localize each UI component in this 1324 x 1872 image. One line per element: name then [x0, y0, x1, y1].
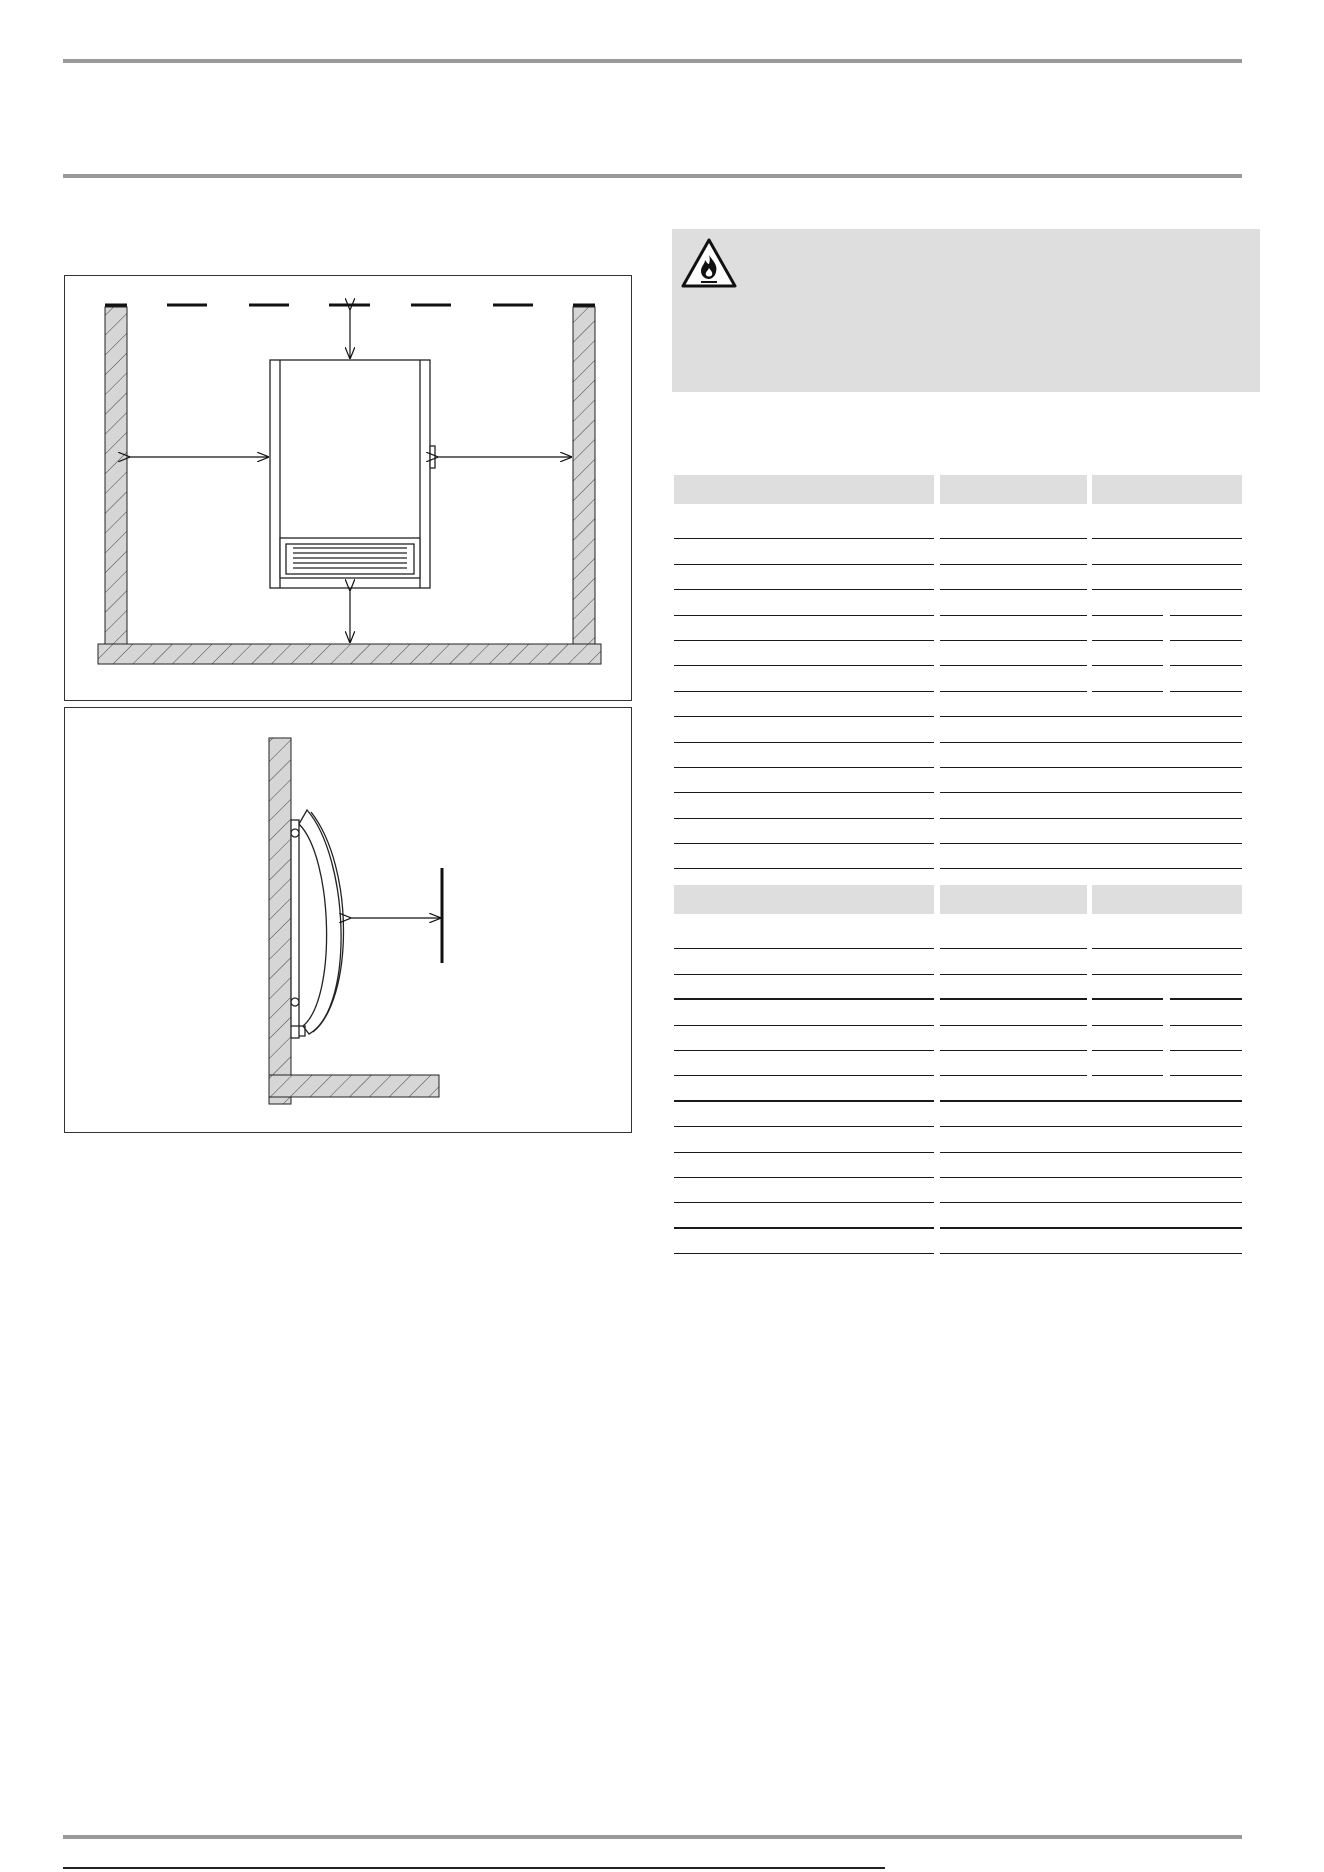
table-cell-text: [940, 1208, 948, 1223]
table-cell: [940, 924, 1087, 949]
table-cell: [940, 616, 1087, 641]
table-cell-text: [940, 646, 948, 661]
flammable-fire-warning-icon: [680, 237, 738, 296]
table-cell: [674, 1076, 934, 1101]
table-cell-text: [674, 1234, 682, 1249]
table-cell-text: [940, 748, 948, 763]
table-cell-text: [940, 519, 948, 534]
table-header-row: [672, 885, 1242, 914]
table-cell: [1092, 565, 1242, 590]
table-cell: [674, 1026, 934, 1051]
table-cell-text: [940, 849, 948, 864]
table-cell: [674, 1153, 934, 1178]
table-cell: [1170, 666, 1242, 691]
table-cell-text: [674, 671, 682, 686]
table-row: [672, 539, 1242, 564]
table-cell-text: [940, 570, 948, 585]
table-cell: [940, 1203, 1242, 1228]
right-wall: [573, 307, 595, 644]
table-cell: [1092, 666, 1163, 691]
table-cell: [674, 692, 934, 717]
table-cell: [940, 844, 1242, 869]
table-cell-text: [674, 1107, 682, 1122]
table-cell: [940, 641, 1087, 666]
table-cell: [940, 666, 1087, 691]
table-cell: [674, 717, 934, 742]
table-row: [672, 1051, 1242, 1076]
table-cell-text: [674, 954, 682, 969]
table-cell-text: [674, 1081, 682, 1096]
table-cell: [940, 1153, 1242, 1178]
table-cell-text: [940, 929, 948, 944]
table-cell-text: [940, 722, 948, 737]
table-cell-text: [674, 519, 682, 534]
table-cell-text: [1092, 646, 1100, 661]
floor: [98, 644, 601, 664]
table-header-cell-text: [940, 480, 948, 495]
table-cell: [674, 539, 934, 564]
table-cell: [1092, 590, 1163, 615]
table-cell: [1092, 949, 1242, 974]
table-cell: [1092, 641, 1163, 666]
table-cell-text: [940, 798, 948, 813]
table-row: [672, 924, 1242, 949]
figure-front-view: [64, 275, 632, 701]
table-cell-text: [1092, 671, 1100, 686]
table-cell: [674, 924, 934, 949]
table-cell: [940, 949, 1087, 974]
table-cell-text: [940, 697, 948, 712]
table-row: [672, 1153, 1242, 1178]
table-cell-text: [1170, 621, 1178, 636]
table-cell-text: [1092, 1056, 1100, 1071]
table-cell-text: [940, 671, 948, 686]
table-cell-text: [1170, 1031, 1178, 1046]
table-cell-text: [1170, 1056, 1178, 1071]
table-cell-text: [1092, 544, 1100, 559]
table-cell-text: [1092, 595, 1100, 610]
table-cell: [674, 641, 934, 666]
table-cell-text: [1170, 671, 1178, 686]
table-cell: [674, 1127, 934, 1152]
table-cell-text: [674, 570, 682, 585]
table-cell: [940, 1076, 1242, 1101]
table-cell: [1170, 975, 1242, 1000]
table-cell: [674, 1203, 934, 1228]
table-cell-text: [1092, 929, 1100, 944]
table-cell: [1092, 514, 1242, 539]
table-cell-text: [940, 773, 948, 788]
table-row: [672, 1203, 1242, 1228]
table-cell: [674, 590, 934, 615]
table-header-row: [672, 475, 1242, 504]
table-header-cell-text: [940, 890, 948, 905]
table-cell-text: [1092, 1005, 1100, 1020]
table-cell-text: [1092, 1031, 1100, 1046]
table-cell-text: [940, 954, 948, 969]
table-cell-text: [674, 1005, 682, 1020]
table-cell-text: [674, 773, 682, 788]
footer-rule: [63, 1835, 1242, 1839]
table-cell: [1092, 539, 1242, 564]
table-cell: [940, 975, 1087, 1000]
table-cell-text: [940, 1132, 948, 1147]
figure-side-view: [64, 707, 632, 1133]
table-cell-text: [940, 1183, 948, 1198]
table-cell-text: [940, 1031, 948, 1046]
technical-data-table-2: [672, 885, 1242, 1254]
table-cell-text: [1092, 570, 1100, 585]
header-rule-bottom: [63, 174, 1242, 178]
table-cell: [1170, 641, 1242, 666]
table-cell-text: [674, 1183, 682, 1198]
table-cell-text: [940, 1107, 948, 1122]
table-cell: [940, 743, 1242, 768]
table-cell-text: [1170, 1005, 1178, 1020]
table-cell-text: [674, 824, 682, 839]
table-cell: [674, 975, 934, 1000]
table-cell-text: [1170, 595, 1178, 610]
table-cell: [674, 1178, 934, 1203]
table-cell-text: [940, 824, 948, 839]
table-cell-text: [1092, 519, 1100, 534]
table-row: [672, 819, 1242, 844]
table-header-cell: [1092, 475, 1242, 504]
table-cell: [674, 1229, 934, 1254]
table-cell: [1092, 616, 1163, 641]
table-cell-text: [940, 1081, 948, 1096]
table-cell-text: [674, 849, 682, 864]
table-cell-text: [674, 748, 682, 763]
table-cell-text: [940, 1234, 948, 1249]
table-cell-text: [674, 1031, 682, 1046]
table-cell: [1170, 590, 1242, 615]
table-cell: [674, 768, 934, 793]
table-cell: [940, 539, 1087, 564]
table-cell: [1170, 1026, 1242, 1051]
header-rule-top: [63, 59, 1242, 63]
table-cell: [1170, 616, 1242, 641]
table-cell: [674, 565, 934, 590]
table-cell: [940, 819, 1242, 844]
table-cell: [940, 717, 1242, 742]
table-cell-text: [1092, 621, 1100, 636]
table-row: [672, 692, 1242, 717]
table-cell-text: [674, 798, 682, 813]
table-header-cell-text: [674, 480, 682, 495]
table-cell: [674, 1051, 934, 1076]
table-header-cell-text: [1092, 890, 1100, 905]
table-cell: [674, 616, 934, 641]
table-cell: [940, 1127, 1242, 1152]
table-row: [672, 1178, 1242, 1203]
table-row: [672, 641, 1242, 666]
table-row: [672, 616, 1242, 641]
table-header-cell: [1092, 885, 1242, 914]
table-cell-text: [674, 646, 682, 661]
table-cell: [940, 1178, 1242, 1203]
table-cell-text: [674, 697, 682, 712]
heater-side-profile: [291, 810, 344, 1038]
table-row: [672, 1026, 1242, 1051]
table-cell: [940, 1026, 1087, 1051]
table-row: [672, 768, 1242, 793]
table-cell-text: [674, 1208, 682, 1223]
table-cell: [674, 1102, 934, 1127]
table-row: [672, 590, 1242, 615]
table-cell: [674, 793, 934, 818]
table-cell-text: [1092, 980, 1100, 995]
table-cell: [940, 1000, 1087, 1025]
table-cell: [940, 590, 1087, 615]
table-row: [672, 666, 1242, 691]
table-cell: [1092, 975, 1163, 1000]
table-row: [672, 1076, 1242, 1101]
table-row: [672, 844, 1242, 869]
table-cell: [940, 768, 1242, 793]
table-row: [672, 975, 1242, 1000]
table-cell: [1170, 1051, 1242, 1076]
table-cell: [940, 1051, 1087, 1076]
table-cell: [940, 1102, 1242, 1127]
table-cell: [1092, 924, 1242, 949]
table-header-cell: [940, 475, 1087, 504]
table-row: [672, 514, 1242, 539]
table-row: [672, 1127, 1242, 1152]
table-cell: [674, 514, 934, 539]
side-wall: [269, 738, 291, 1104]
table-cell-text: [1170, 646, 1178, 661]
table-cell-text: [940, 980, 948, 995]
table-cell-text: [674, 1158, 682, 1173]
table-cell-text: [940, 621, 948, 636]
table-cell: [940, 1229, 1242, 1254]
table-cell-text: [674, 621, 682, 636]
table-cell: [1170, 1000, 1242, 1025]
side-floor: [269, 1075, 439, 1097]
table-row: [672, 717, 1242, 742]
table-row: [672, 1102, 1242, 1127]
table-cell: [674, 949, 934, 974]
table-cell-text: [1092, 954, 1100, 969]
table-header-cell: [674, 475, 934, 504]
table-cell-text: [674, 929, 682, 944]
table-row: [672, 1000, 1242, 1025]
left-wall: [105, 307, 127, 644]
table-cell-text: [674, 722, 682, 737]
table-cell: [940, 793, 1242, 818]
table-cell: [674, 819, 934, 844]
table-row: [672, 949, 1242, 974]
table-row: [672, 743, 1242, 768]
table-header-cell: [940, 885, 1087, 914]
table-cell-text: [674, 595, 682, 610]
technical-data-table-1: [672, 475, 1242, 869]
table-cell: [940, 565, 1087, 590]
table-cell-text: [940, 1056, 948, 1071]
table-cell: [674, 743, 934, 768]
table-cell-text: [940, 595, 948, 610]
fire-warning-box: [672, 229, 1260, 392]
table-cell-text: [1170, 980, 1178, 995]
heater-front-clearance-diagram: [65, 276, 633, 702]
footer-underline: [63, 1867, 885, 1869]
table-cell-text: [674, 544, 682, 559]
table-cell-text: [940, 1158, 948, 1173]
heater-front: [270, 360, 435, 588]
table-row: [672, 793, 1242, 818]
table-cell: [1092, 1000, 1163, 1025]
table-cell-text: [940, 544, 948, 559]
table-header-cell-text: [1092, 480, 1100, 495]
table-row: [672, 1229, 1242, 1254]
table-cell: [940, 514, 1087, 539]
table-cell-text: [674, 1132, 682, 1147]
table-cell: [674, 844, 934, 869]
table-cell-text: [674, 1056, 682, 1071]
table-cell: [674, 666, 934, 691]
table-cell: [1092, 1051, 1163, 1076]
table-cell-text: [940, 1005, 948, 1020]
table-cell: [940, 692, 1242, 717]
table-cell: [674, 1000, 934, 1025]
table-header-cell-text: [674, 890, 682, 905]
heater-side-clearance-diagram: [65, 708, 633, 1134]
table-cell: [1092, 1026, 1163, 1051]
table-cell-text: [674, 980, 682, 995]
table-header-cell: [674, 885, 934, 914]
table-row: [672, 565, 1242, 590]
